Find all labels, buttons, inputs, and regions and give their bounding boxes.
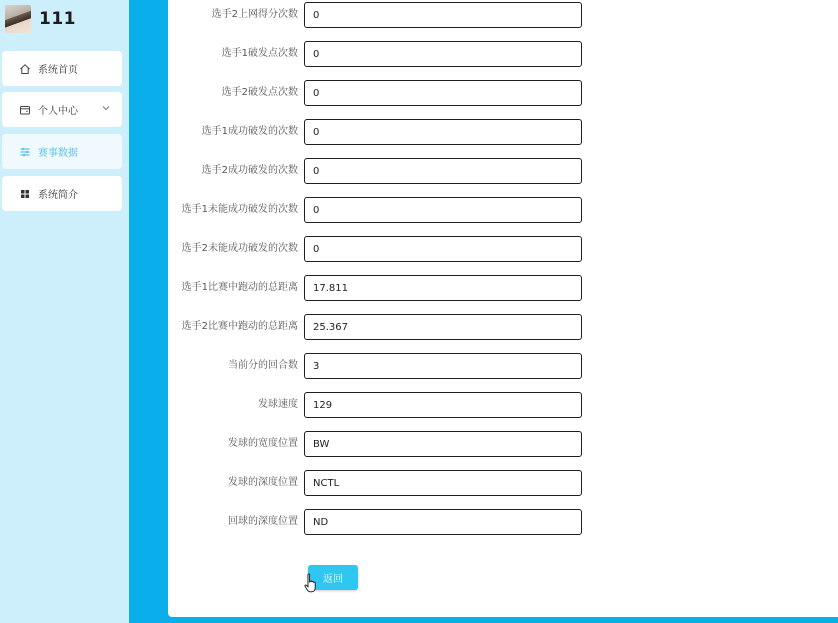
field-label: 选手2上网得分次数: [211, 9, 298, 20]
sliders-icon: [19, 146, 31, 158]
avatar[interactable]: [5, 5, 31, 33]
sidebar-item-system-intro[interactable]: [2, 176, 122, 211]
form-row: [168, 158, 838, 184]
field-label: 选手2比赛中跑动的总距离: [181, 321, 298, 332]
field-input[interactable]: [304, 470, 582, 496]
field-input[interactable]: [304, 119, 582, 145]
grid-icon: [19, 188, 31, 200]
sidebar-item-label: 系统简介: [38, 190, 78, 201]
sidebar-item-home[interactable]: [2, 51, 122, 86]
form-row: [168, 41, 838, 67]
hand-cursor-icon: [304, 573, 318, 593]
field-label: 选手1未能成功破发的次数: [181, 204, 298, 215]
field-input[interactable]: [304, 275, 582, 301]
field-label: 选手2成功破发的次数: [201, 165, 298, 176]
form-row: [168, 2, 838, 28]
username: 111: [39, 9, 76, 29]
field-label: 发球的宽度位置: [228, 438, 298, 449]
field-input[interactable]: [304, 509, 582, 535]
wallet-icon: [19, 104, 31, 116]
field-input[interactable]: [304, 392, 582, 418]
field-input[interactable]: [304, 353, 582, 379]
form-row: [168, 431, 838, 457]
field-label: 发球的深度位置: [228, 477, 298, 488]
field-input[interactable]: [304, 158, 582, 184]
field-input[interactable]: [304, 431, 582, 457]
field-input[interactable]: [304, 41, 582, 67]
field-label: 选手1成功破发的次数: [201, 126, 298, 137]
field-label: 选手2未能成功破发的次数: [181, 243, 298, 254]
form-row: [168, 119, 838, 145]
field-label: 选手2破发点次数: [221, 87, 298, 98]
form-row: [168, 470, 838, 496]
field-label: 选手1比赛中跑动的总距离: [181, 282, 298, 293]
form-row: [168, 80, 838, 106]
back-button[interactable]: 返回: [308, 565, 358, 590]
form-row: [168, 353, 838, 379]
field-label: 当前分的回合数: [228, 360, 298, 371]
detail-form-panel: [168, 0, 838, 617]
form-row: [168, 509, 838, 535]
field-input[interactable]: [304, 236, 582, 262]
sidebar-item-match-data[interactable]: [2, 134, 122, 169]
sidebar-item-personal-center[interactable]: [2, 92, 122, 127]
field-label: 回球的深度位置: [228, 516, 298, 527]
chevron-down-icon: [102, 103, 110, 114]
field-input[interactable]: [304, 80, 582, 106]
sidebar-item-label: 系统首页: [38, 65, 78, 76]
form-row: [168, 314, 838, 340]
sidebar-item-label: 赛事数据: [38, 148, 78, 159]
home-icon: [19, 63, 31, 75]
sidebar-item-label: 个人中心: [38, 106, 78, 117]
user-header: [5, 4, 76, 34]
field-label: 选手1破发点次数: [221, 48, 298, 59]
sidebar: [0, 0, 129, 623]
form-row: [168, 275, 838, 301]
field-input[interactable]: [304, 2, 582, 28]
field-label: 发球速度: [258, 399, 298, 410]
form-row: [168, 236, 838, 262]
form-row: [168, 197, 838, 223]
field-input[interactable]: [304, 314, 582, 340]
field-input[interactable]: [304, 197, 582, 223]
form-row: [168, 392, 838, 418]
